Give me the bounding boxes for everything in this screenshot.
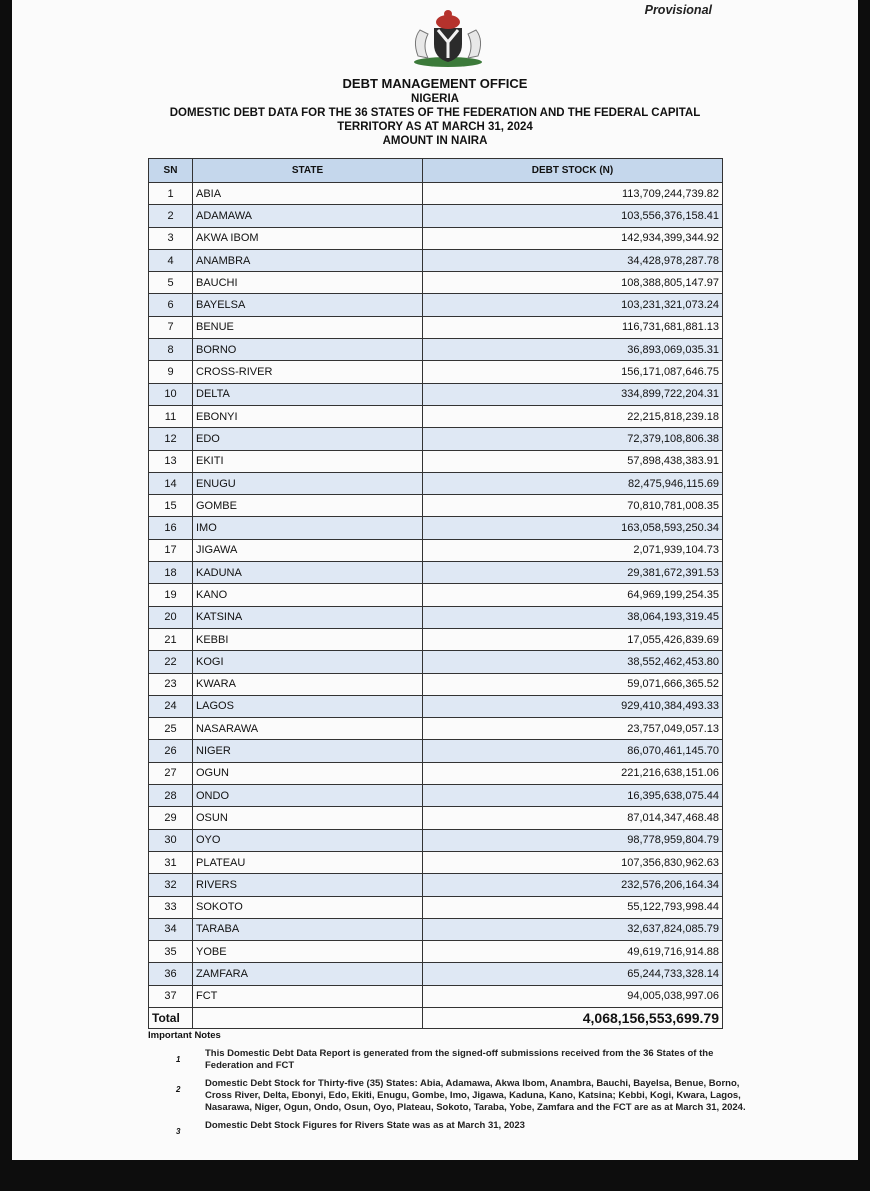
row-state: SOKOTO [193,896,423,918]
table-row [149,428,723,450]
table-row [149,183,723,205]
table-row [149,517,723,539]
row-amount: 107,356,830,962.63 [423,851,723,873]
row-state: BENUE [193,316,423,338]
table-row [149,339,723,361]
row-state: NASARAWA [193,718,423,740]
row-amount: 142,934,399,344.92 [423,227,723,249]
table-row [149,472,723,494]
row-amount: 16,395,638,075.44 [423,785,723,807]
row-amount: 38,064,193,319.45 [423,606,723,628]
row-amount: 86,070,461,145.70 [423,740,723,762]
row-state: OYO [193,829,423,851]
row-amount: 57,898,438,383.91 [423,450,723,472]
row-amount: 72,379,108,806.38 [423,428,723,450]
total-row [149,1007,723,1028]
country-name: NIGERIA [411,93,459,105]
table-row [149,294,723,316]
row-sn: 16 [149,517,193,539]
table-row [149,807,723,829]
row-state: KOGI [193,651,423,673]
row-amount: 87,014,347,468.48 [423,807,723,829]
table-row [149,495,723,517]
row-state: KATSINA [193,606,423,628]
row-amount: 22,215,818,239.18 [423,405,723,427]
row-sn: 33 [149,896,193,918]
row-sn: 11 [149,405,193,427]
table-row [149,450,723,472]
row-sn: 6 [149,294,193,316]
row-state: BAYELSA [193,294,423,316]
row-state: KANO [193,584,423,606]
coat-of-arms-icon [398,8,498,70]
row-sn: 31 [149,851,193,873]
note-text: Domestic Debt Stock Figures for Rivers State was as at March 31, 2023 [205,1120,525,1131]
row-sn: 12 [149,428,193,450]
row-state: YOBE [193,941,423,963]
table-row [149,941,723,963]
row-amount: 49,619,716,914.88 [423,941,723,963]
table-row [149,628,723,650]
row-sn: 19 [149,584,193,606]
row-state: EDO [193,428,423,450]
row-state: TARABA [193,918,423,940]
table-row [149,963,723,985]
total-amount: 4,068,156,553,699.79 [423,1007,723,1028]
note-text: Domestic Debt Stock for Thirty-five (35) States: Abia, Adamawa, Akwa Ibom, Anambra, Bauchi, Bayelsa, Benue, Borno, Cross River, Delta, Ebonyi, Edo, Ekiti, Enugu, Gombe, Imo, Jigawa, Kaduna, Kano, Katsina; Kebbi, Kogi, Kwara, Lagos, Nasarawa, Niger, Ogun, Ondo, Osun, Oyo, Plateau, Sokoto, Taraba, Yobe, Zamfara and the FCT are as at March 31, 2024. [205,1078,746,1113]
document-heading [12,76,858,148]
table-row [149,762,723,784]
row-amount: 108,388,805,147.97 [423,272,723,294]
row-sn: 22 [149,651,193,673]
row-sn: 24 [149,695,193,717]
row-amount: 65,244,733,328.14 [423,963,723,985]
row-sn: 30 [149,829,193,851]
row-amount: 29,381,672,391.53 [423,562,723,584]
row-sn: 32 [149,874,193,896]
row-sn: 1 [149,183,193,205]
table-row [149,405,723,427]
row-amount: 221,216,638,151.06 [423,762,723,784]
row-amount: 38,552,462,453.80 [423,651,723,673]
total-empty-cell [193,1007,423,1028]
row-amount: 36,893,069,035.31 [423,339,723,361]
row-amount: 103,556,376,158.41 [423,205,723,227]
notes-list [148,1048,748,1138]
row-amount: 34,428,978,287.78 [423,249,723,271]
table-row [149,651,723,673]
row-sn: 5 [149,272,193,294]
row-sn: 3 [149,227,193,249]
note-item [148,1078,748,1114]
row-state: FCT [193,985,423,1007]
report-title: DOMESTIC DEBT DATA FOR THE 36 STATES OF THE FEDERATION AND THE FEDERAL CAPITAL TERRITORY AS AT MARCH 31, 2024 [169,107,701,133]
row-amount: 103,231,321,073.24 [423,294,723,316]
row-amount: 32,637,824,085.79 [423,918,723,940]
row-state: DELTA [193,383,423,405]
row-amount: 163,058,593,250.34 [423,517,723,539]
row-amount: 334,899,722,204.31 [423,383,723,405]
row-state: IMO [193,517,423,539]
unit-label: AMOUNT IN NAIRA [382,135,488,147]
row-sn: 20 [149,606,193,628]
total-label: Total [149,1007,193,1028]
row-state: ONDO [193,785,423,807]
row-state: OGUN [193,762,423,784]
row-state: AKWA IBOM [193,227,423,249]
table-row [149,785,723,807]
row-sn: 34 [149,918,193,940]
row-amount: 98,778,959,804.79 [423,829,723,851]
row-amount: 113,709,244,739.82 [423,183,723,205]
row-sn: 4 [149,249,193,271]
table-row [149,361,723,383]
row-state: BORNO [193,339,423,361]
row-sn: 27 [149,762,193,784]
table-row [149,985,723,1007]
row-amount: 70,810,781,008.35 [423,495,723,517]
row-state: OSUN [193,807,423,829]
row-amount: 17,055,426,839.69 [423,628,723,650]
row-sn: 10 [149,383,193,405]
row-state: PLATEAU [193,851,423,873]
table-row [149,874,723,896]
col-header-state: STATE [193,159,423,183]
document-page [12,0,858,1160]
note-number: 3 [176,1127,181,1136]
row-sn: 29 [149,807,193,829]
table-row [149,539,723,561]
row-amount: 929,410,384,493.33 [423,695,723,717]
note-item [148,1120,748,1138]
row-amount: 59,071,666,365.52 [423,673,723,695]
table-row [149,695,723,717]
col-header-debt-stock: DEBT STOCK (N) [423,159,723,183]
row-sn: 35 [149,941,193,963]
row-state: ABIA [193,183,423,205]
table-row [149,383,723,405]
row-state: KEBBI [193,628,423,650]
row-state: JIGAWA [193,539,423,561]
row-state: LAGOS [193,695,423,717]
notes-title: Important Notes [148,1030,221,1041]
row-amount: 232,576,206,164.34 [423,874,723,896]
table-row [149,851,723,873]
row-sn: 25 [149,718,193,740]
row-sn: 17 [149,539,193,561]
table-row [149,316,723,338]
row-state: KADUNA [193,562,423,584]
table-header-row [149,159,723,183]
table-row [149,205,723,227]
row-sn: 9 [149,361,193,383]
row-state: NIGER [193,740,423,762]
row-sn: 13 [149,450,193,472]
table-row [149,562,723,584]
note-number: 1 [176,1055,181,1064]
table-row [149,673,723,695]
row-amount: 116,731,681,881.13 [423,316,723,338]
row-sn: 18 [149,562,193,584]
row-sn: 26 [149,740,193,762]
row-sn: 37 [149,985,193,1007]
note-text: This Domestic Debt Data Report is generated from the signed-off submissions received from the 36 States of the Federation and FCT [205,1048,714,1071]
row-state: RIVERS [193,874,423,896]
row-amount: 156,171,087,646.75 [423,361,723,383]
row-sn: 21 [149,628,193,650]
table-row [149,584,723,606]
row-state: ZAMFARA [193,963,423,985]
row-state: ANAMBRA [193,249,423,271]
row-sn: 7 [149,316,193,338]
row-amount: 23,757,049,057.13 [423,718,723,740]
row-amount: 55,122,793,998.44 [423,896,723,918]
table-row [149,718,723,740]
debt-table [148,158,723,1029]
row-state: ADAMAWA [193,205,423,227]
row-sn: 15 [149,495,193,517]
row-amount: 2,071,939,104.73 [423,539,723,561]
table-row [149,227,723,249]
table-row [149,249,723,271]
table-row [149,896,723,918]
row-state: EBONYI [193,405,423,427]
table-row [149,740,723,762]
row-state: BAUCHI [193,272,423,294]
row-sn: 23 [149,673,193,695]
row-state: ENUGU [193,472,423,494]
note-number: 2 [176,1085,181,1094]
row-amount: 94,005,038,997.06 [423,985,723,1007]
row-state: GOMBE [193,495,423,517]
table-row [149,606,723,628]
row-sn: 8 [149,339,193,361]
table-row [149,918,723,940]
row-amount: 82,475,946,115.69 [423,472,723,494]
note-item [148,1048,748,1072]
row-state: KWARA [193,673,423,695]
important-notes [148,1030,748,1138]
row-sn: 28 [149,785,193,807]
row-sn: 36 [149,963,193,985]
row-sn: 14 [149,472,193,494]
row-amount: 64,969,199,254.35 [423,584,723,606]
table-row [149,829,723,851]
row-state: CROSS-RIVER [193,361,423,383]
row-sn: 2 [149,205,193,227]
org-name: DEBT MANAGEMENT OFFICE [342,76,528,91]
table-row [149,272,723,294]
provisional-label: Provisional [644,3,712,17]
table-body [149,183,723,1029]
col-header-sn: SN [149,159,193,183]
row-state: EKITI [193,450,423,472]
